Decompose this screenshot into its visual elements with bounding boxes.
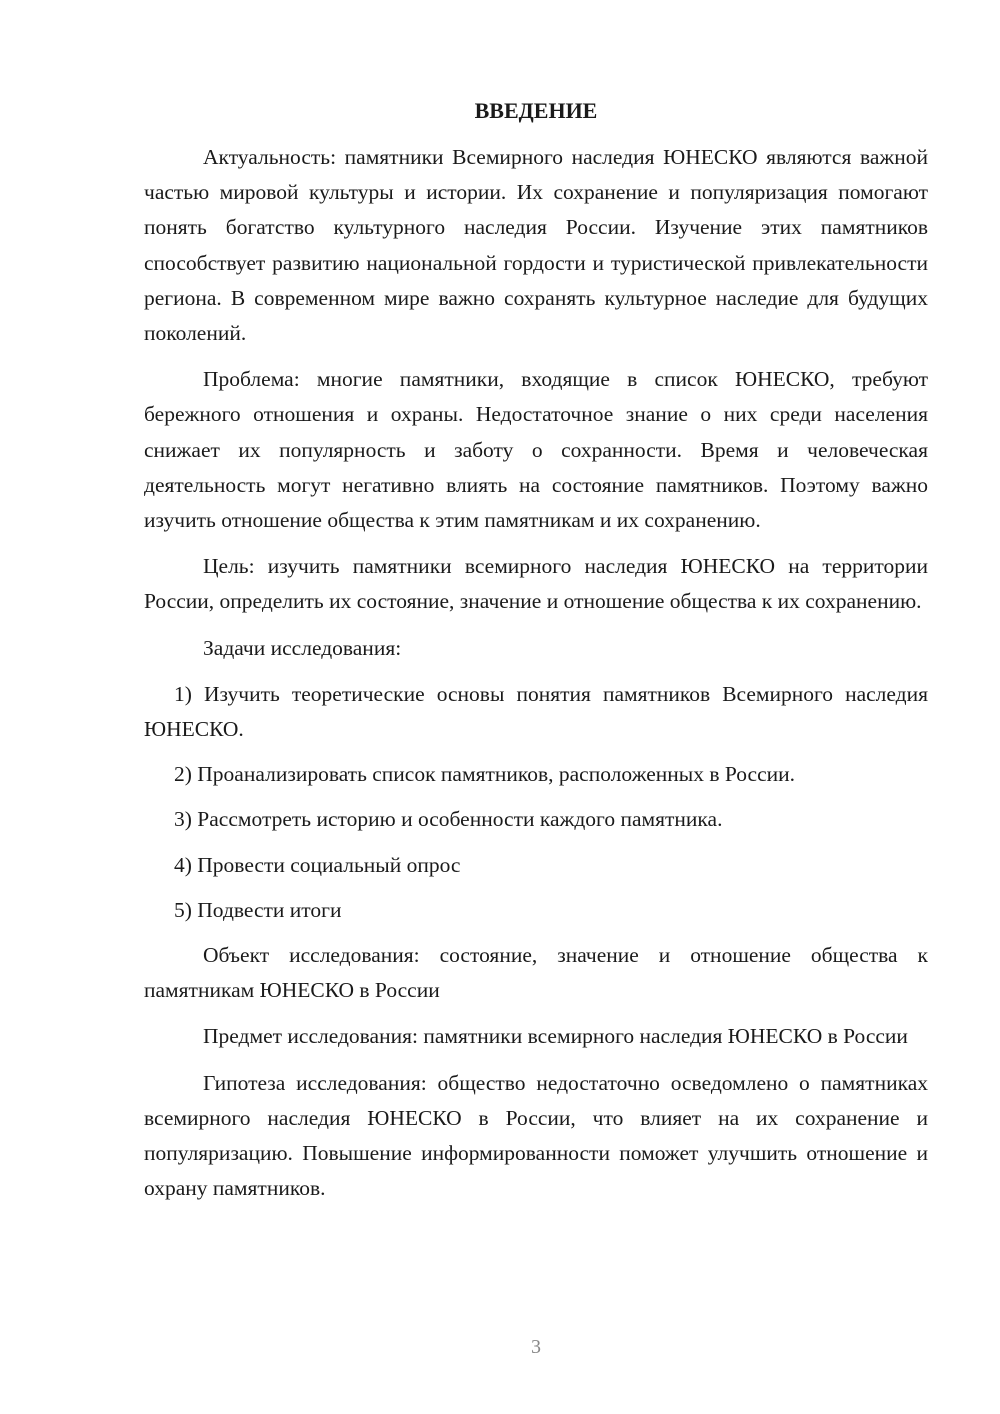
- paragraph-relevance: Актуальность: памятники Всемирного наследия ЮНЕСКО являются важной частью мировой культуры и истории. Их сохранение и популяризация помогают понять богатство культурного наследия России. Изучение этих памятников способствует развитию национальной гордости и туристической привлекательности региона. В современном мире важно сохранять культурное наследие для будущих поколений.: [144, 145, 928, 346]
- paragraph-hypothesis: Гипотеза исследования: общество недостаточно осведомлено о памятниках всемирного наследия ЮНЕСКО в России, что влияет на их сохранение и популяризацию. Повышение информированности поможет улучшить отношение и охрану памятников.: [144, 1070, 928, 1201]
- paragraph-goal: Цель: изучить памятники всемирного наследия ЮНЕСКО на территории России, определить их состояние, значение и отношение общества к их сохранению.: [144, 554, 928, 614]
- section-title: ВВЕДЕНИЕ: [474, 98, 598, 123]
- tasks-list: [144, 677, 928, 928]
- list-item: 1) Изучить теоретические основы понятия памятников Всемирного наследия ЮНЕСКО.: [144, 681, 928, 742]
- list-item: 2) Проанализировать список памятников, расположенных в России.: [174, 762, 796, 787]
- list-item: 3) Рассмотреть историю и особенности каждого памятника.: [174, 807, 723, 832]
- paragraph-problem: Проблема: многие памятники, входящие в список ЮНЕСКО, требуют бережного отношения и охраны. Недостаточное знание о них среди населения снижает их популярность и заботу о сохранности. Время и человеческая деятельность могут негативно влиять на состояние памятников. Поэтому важно изучить отношение общества к этим памятникам и их сохранению.: [144, 367, 928, 533]
- list-item: 5) Подвести итоги: [174, 897, 342, 922]
- list-item: 4) Провести социальный опрос: [174, 852, 461, 877]
- paragraph-subject: Предмет исследования: памятники всемирного наследия ЮНЕСКО в России: [203, 1024, 908, 1049]
- document-page: [144, 94, 928, 1206]
- page-number: 3: [531, 1336, 541, 1358]
- paragraph-object: Объект исследования: состояние, значение и отношение общества к памятникам ЮНЕСКО в России: [144, 943, 928, 1003]
- tasks-heading: Задачи исследования:: [203, 635, 402, 660]
